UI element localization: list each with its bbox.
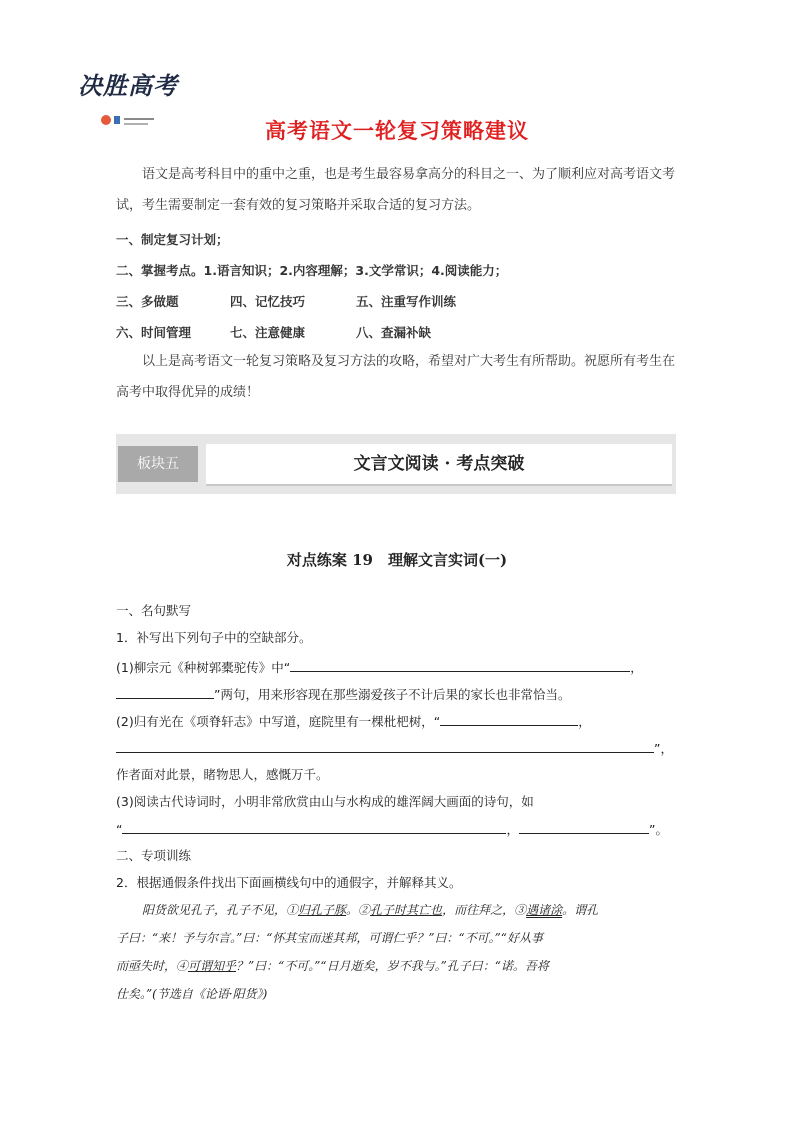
strategy-row-3-a: 三、多做题 <box>116 294 179 309</box>
question-2: 2．根据通假条件找出下面画横线句中的通假字，并解释其义。 <box>116 875 462 890</box>
strategy-row-4-c: 八、查漏补缺 <box>356 325 432 340</box>
question-1: 1．补写出下列句子中的空缺部分。 <box>116 630 312 645</box>
question-1-2-line-3: 作者面对此景，睹物思人，感慨万千。 <box>116 767 329 782</box>
answer-blank[interactable] <box>290 657 630 672</box>
page-title: 高考语文一轮复习策略建议 <box>265 119 529 143</box>
strategy-row-3-c: 五、注重写作训练 <box>356 294 457 309</box>
passage-line-1: 阳货欲见孔子，孔子不见，①归孔子豚。②孔子时其亡也，而往拜之，③遇诸涂。谓孔 <box>142 903 599 917</box>
answer-blank[interactable] <box>116 738 654 753</box>
strategy-item-2: 二、掌握考点。1.语言知识；2.内容理解；3.文学常识；4.阅读能力； <box>116 263 508 278</box>
q1-1-prefix: (1)柳宗元《种树郭橐驼传》中“ <box>116 660 291 675</box>
q1-1-suffix: ”两句，用来形容现在那些溺爱孩子不计后果的家长也非常恰当。 <box>214 687 571 702</box>
banner-title: 文言文阅读 · 考点突破 <box>353 454 525 474</box>
question-1-1-line-2 <box>116 684 570 703</box>
underlined-sentence-3: 遇诸涂 <box>526 903 563 917</box>
section-1-heading: 一、名句默写 <box>116 603 192 618</box>
answer-blank[interactable] <box>122 819 506 834</box>
q1-3-close: ”。 <box>649 822 668 837</box>
passage-line-4: 仕矣。”(节选自《论语·阳货》) <box>116 987 268 1001</box>
question-1-1-line-1 <box>116 657 643 676</box>
question-1-3-line-2 <box>116 819 668 838</box>
q1-2-close: ”， <box>654 741 673 756</box>
q1-3-comma: ， <box>506 822 519 837</box>
answer-blank[interactable] <box>116 684 214 699</box>
exercise-title: 对点练案 19 理解文言实词(一) <box>286 551 508 569</box>
section-banner <box>116 434 676 494</box>
question-1-2-line-2 <box>116 738 673 757</box>
strategy-row-3-b: 四、记忆技巧 <box>230 294 306 309</box>
section-2-heading: 二、专项训练 <box>116 848 192 863</box>
q1-1-comma: ， <box>630 660 643 675</box>
logo-text: 决胜高考 <box>78 71 178 100</box>
passage-line-3: 而亟失时，④可谓知乎？”曰：“不可。”“日月逝矣，岁不我与。”孔子曰：“诺。吾将 <box>116 959 549 973</box>
strategy-row-4-b: 七、注意健康 <box>230 325 306 340</box>
q1-3-open: “ <box>116 822 123 837</box>
passage-line-2: 子曰：“来！予与尔言。”曰：“怀其宝而迷其邦，可谓仁乎？”曰：“不可。”“好从事 <box>116 931 543 945</box>
underlined-sentence-2: 孔子时其亡也 <box>370 903 443 917</box>
q1-2-comma: ， <box>578 714 591 729</box>
banner-box <box>206 444 672 486</box>
strategy-item-1: 一、制定复习计划； <box>116 232 229 247</box>
banner-tag: 板块五 <box>118 446 198 482</box>
underlined-sentence-4: 可谓知乎 <box>188 959 237 973</box>
strategy-row-4-a: 六、时间管理 <box>116 325 192 340</box>
question-1-2-line-1 <box>116 711 591 730</box>
passage <box>116 896 686 1008</box>
q1-2-prefix: (2)归有光在《项脊轩志》中写道，庭院里有一棵枇杷树，“ <box>116 714 441 729</box>
question-1-3-line-1: (3)阅读古代诗词时，小明非常欣赏由山与水构成的雄浑阔大画面的诗句，如 <box>116 794 534 809</box>
answer-blank[interactable] <box>440 711 578 726</box>
intro-paragraph-2: 以上是高考语文一轮复习策略及复习方法的攻略，希望对广大考生有所帮助。祝愿所有考生在高考中取得优异的成绩！ <box>116 354 676 400</box>
intro-paragraph-1: 语文是高考科目中的重中之重，也是考生最容易拿高分的科目之一、为了顺利应对高考语文考试，考生需要制定一套有效的复习策略并采取合适的复习方法。 <box>116 167 676 213</box>
answer-blank[interactable] <box>519 819 649 834</box>
underlined-sentence-1: 归孔子豚 <box>298 903 347 917</box>
